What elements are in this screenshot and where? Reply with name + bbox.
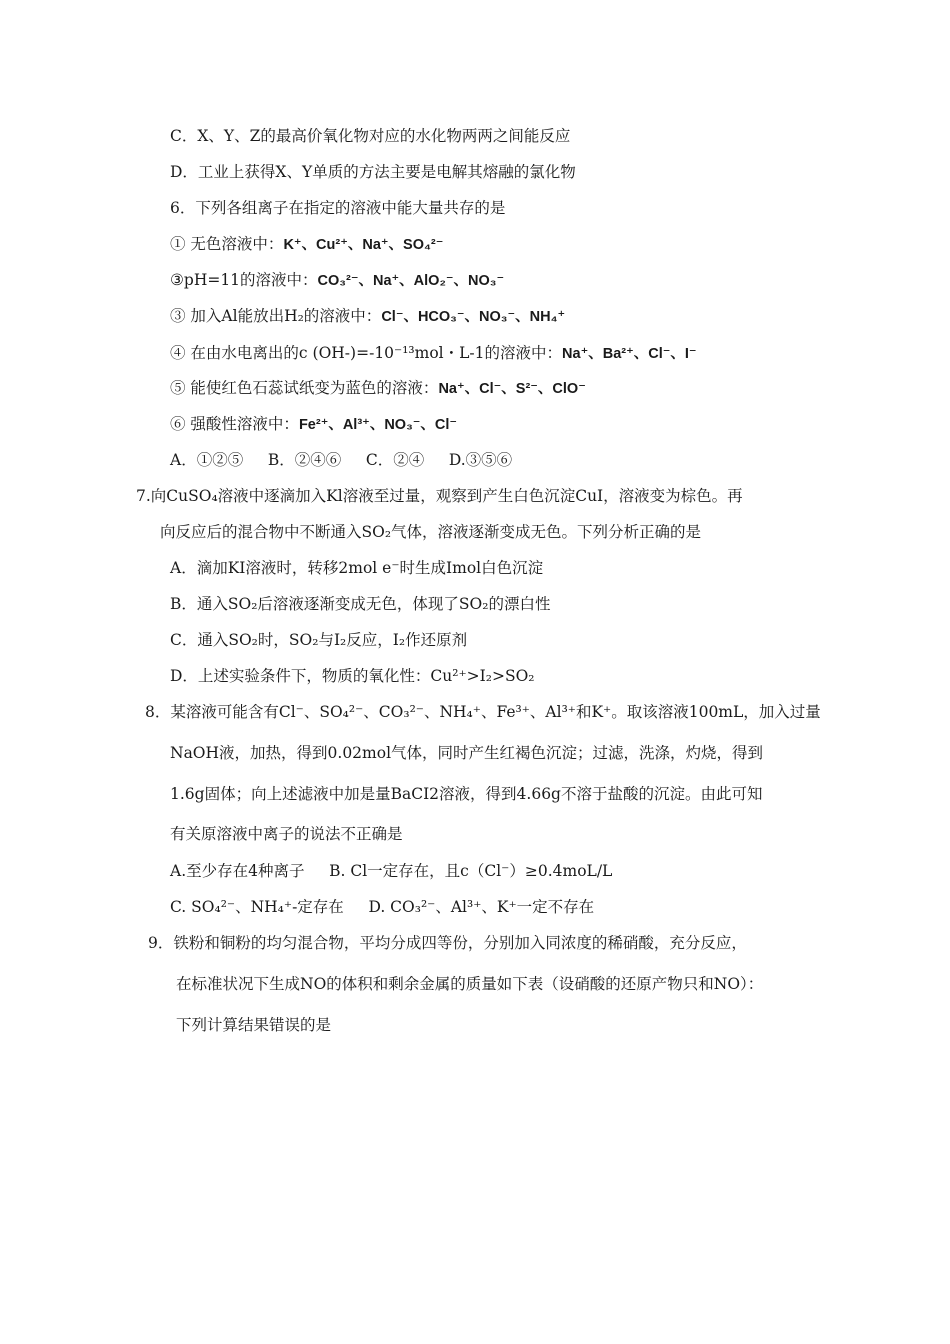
q6-item-1: ① 无色溶液中：K⁺、Cu²⁺、Na⁺、SO₄²⁻ (170, 235, 444, 253)
q6-options: A．①②⑤ B．②④⑥ C．②④ D.③⑤⑥ (170, 451, 513, 469)
q6-item-6: ⑥ 强酸性溶液中：Fe²⁺、Al³⁺、NO₃⁻、Cl⁻ (170, 415, 458, 433)
q8-options-cd: C. SO₄²⁻、NH₄⁺-定存在 D. CO₃²⁻、Al³⁺、K⁺一定不存在 (170, 898, 595, 916)
q9-stem-line1: 9．铁粉和铜粉的均匀混合物，平均分成四等份，分别加入同浓度的稀硝酸，充分反应， (148, 934, 747, 952)
q5-option-d: D．工业上获得X、Y单质的方法主要是电解其熔融的氯化物 (170, 163, 576, 181)
q5-option-c: C．X、Y、Z的最高价氧化物对应的水化物两两之间能反应 (170, 127, 571, 145)
q8-options-ab: A.至少存在4种离子 B. Cl一定存在，且c（Cl⁻）≥0.4moL/L (170, 862, 613, 880)
q9-stem-line3: 下列计算结果错误的是 (176, 1016, 332, 1034)
q9-stem-line2: 在标准状况下生成NO的体积和剩余金属的质量如下表（设硝酸的还原产物只和NO）： (176, 975, 764, 993)
q7-stem-line1: 7.向CuSO₄溶液中逐滴加入Kl溶液至过量，观察到产生白色沉淀CuI，溶液变为棕色。再 (136, 487, 743, 505)
q7-option-b: B．通入SO₂后溶液逐渐变成无色，体现了SO₂的漂白性 (170, 595, 551, 613)
q8-stem-line3: 1.6g固体；向上述滤液中加是量BaCI2溶液，得到4.66g不溶于盐酸的沉淀。由此可知 (170, 785, 763, 803)
q8-stem-line1: 8．某溶液可能含有Cl⁻、SO₄²⁻、CO₃²⁻、NH₄⁺、Fe³⁺、Al³⁺和K⁺。取该溶液100mL，加入过量 (145, 703, 821, 721)
q7-option-c: C．通入SO₂时，SO₂与I₂反应，I₂作还原剂 (170, 631, 468, 649)
q7-stem-line2: 向反应后的混合物中不断通入SO₂气体，溶液逐渐变成无色。下列分析正确的是 (160, 523, 702, 541)
q6-item-5: ⑤ 能使红色石蕊试纸变为蓝色的溶液：Na⁺、Cl⁻、S²⁻、ClO⁻ (170, 379, 586, 397)
q7-option-a: A．滴加KI溶液时，转移2mol e⁻时生成Imol白色沉淀 (170, 559, 544, 577)
q6-item-2: ③pH=11的溶液中：CO₃²⁻、Na⁺、AlO₂⁻、NO₃⁻ (170, 271, 505, 289)
q6-item-3: ③ 加入Al能放出H₂的溶液中：Cl⁻、HCO₃⁻、NO₃⁻、NH₄⁺ (170, 307, 566, 325)
q8-stem-line2: NaOH液，加热，得到0.02mol气体，同时产生红褐色沉淀；过滤，洗涤，灼烧，得到 (170, 744, 764, 762)
q8-stem-line4: 有关原溶液中离子的说法不正确是 (170, 825, 403, 843)
q6-item-4: ④ 在由水电离出的c (OH-)=-10⁻¹³mol・L-1的溶液中：Na⁺、Ba²⁺、Cl⁻、I⁻ (170, 344, 697, 362)
q7-option-d: D．上述实验条件下，物质的氧化性：Cu²⁺>I₂>SO₂ (170, 667, 535, 685)
q6-stem: 6．下列各组离子在指定的溶液中能大量共存的是 (170, 199, 506, 217)
